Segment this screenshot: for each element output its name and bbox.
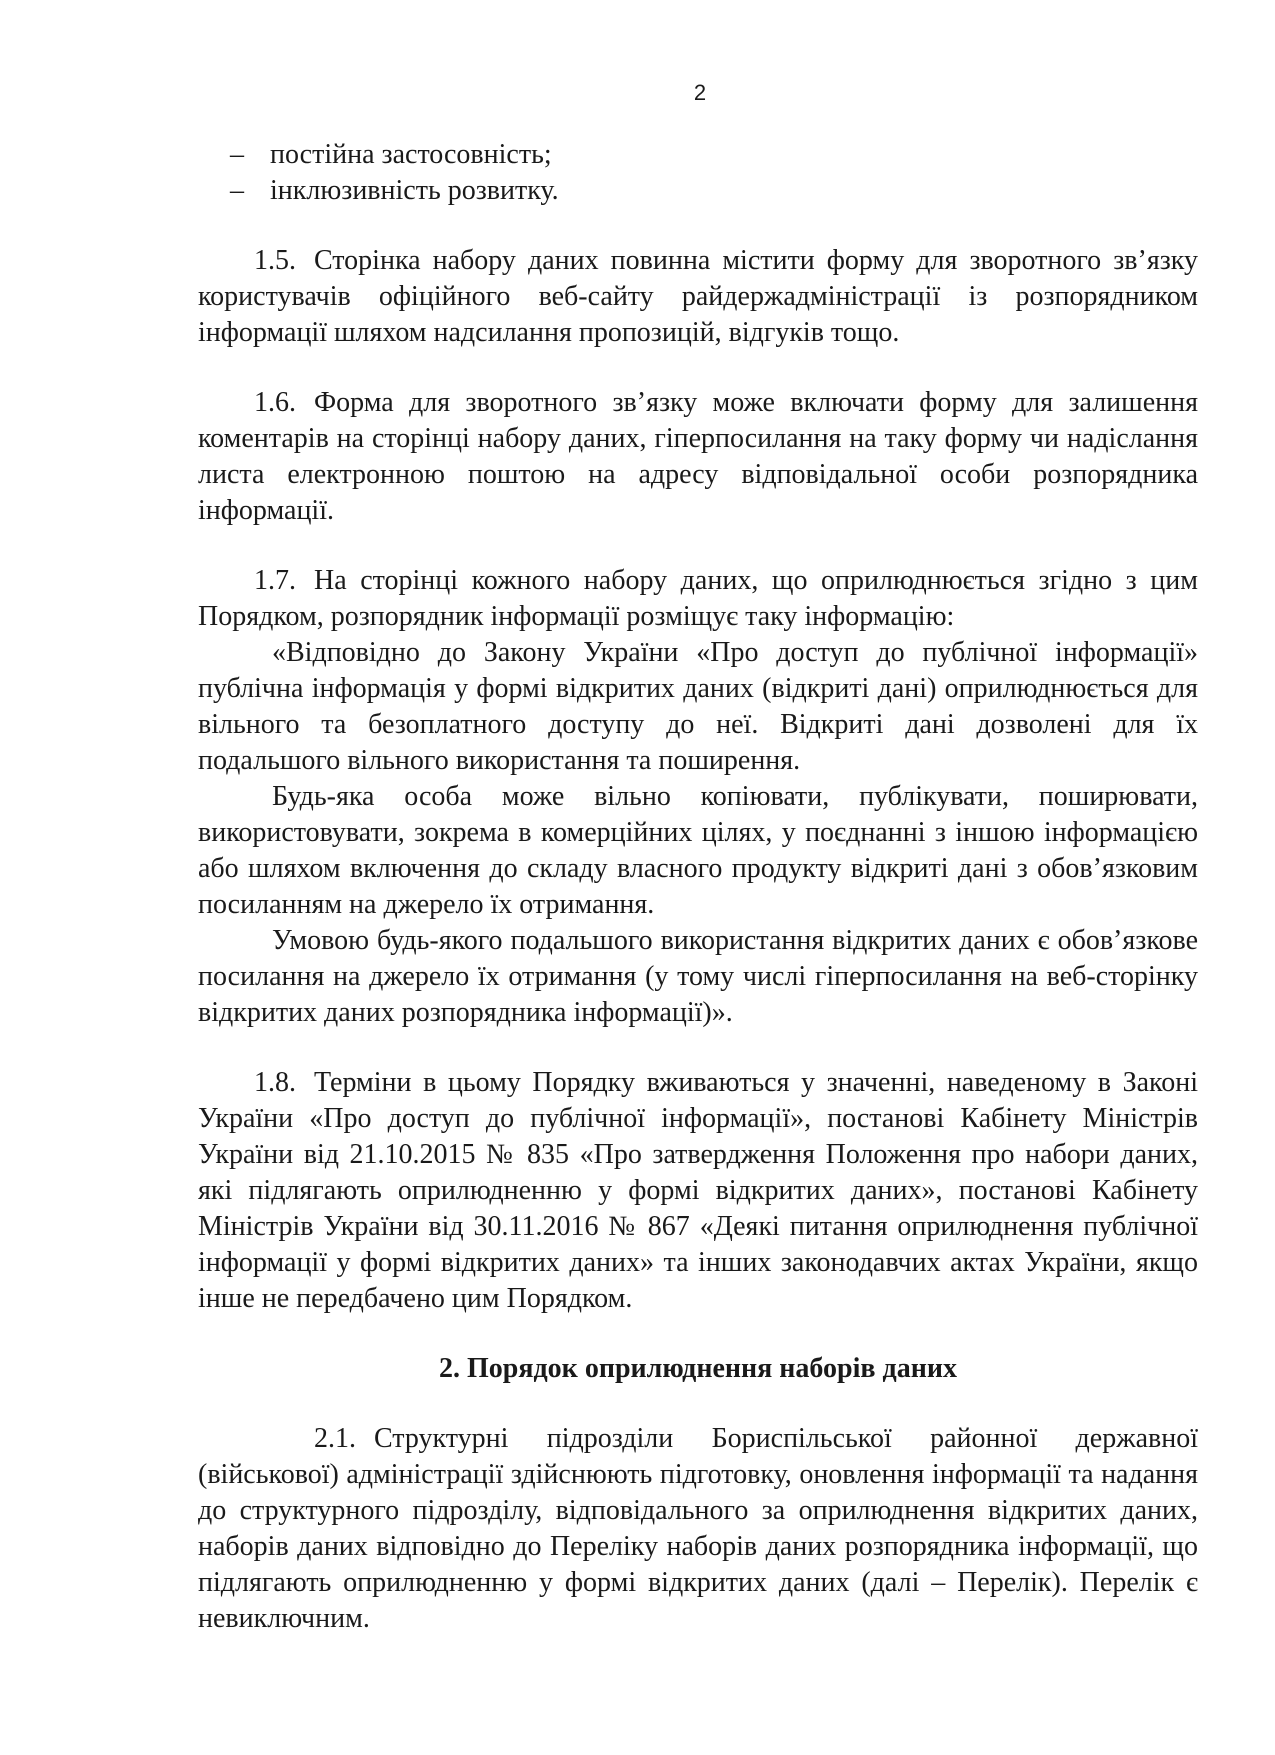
paragraph-number: 1.5.	[254, 245, 296, 276]
paragraph-1-7	[198, 563, 1198, 635]
paragraph-number: 1.7.	[254, 565, 296, 596]
list-item-text: постійна застосовність;	[270, 139, 552, 170]
paragraph-text: Структурні підрозділи Бориспільської районної державної (військової) адміністрації здійснюють підготовку, оновлення інформації та надання до структурного підрозділу, відповідального за оприлюднення відкритих даних, наборів даних відповідно до Переліку наборів даних розпорядника інформації, що підлягають оприлюдненню у формі відкритих даних (далі – Перелік). Перелік є невиключним.	[198, 1423, 1198, 1634]
paragraph-text: На сторінці кожного набору даних, що оприлюднюється згідно з цим Порядком, розпорядник інформації розміщує таку інформацію:	[198, 565, 1198, 632]
paragraph-number: 2.1.	[314, 1423, 356, 1454]
paragraph-1-5	[198, 243, 1198, 351]
paragraph-number: 1.8.	[254, 1067, 296, 1098]
spacer	[198, 1031, 1198, 1065]
list-item-text: інклюзивність розвитку.	[270, 175, 559, 206]
list-dash: –	[230, 175, 244, 206]
paragraph-text: Форма для зворотного зв’язку може включати форму для залишення коментарів на сторінці набору даних, гіперпосилання на таку форму чи надіслання листа електронною поштою на адресу відповідальної особи розпорядника інформації.	[198, 387, 1198, 526]
paragraph-2-1	[198, 1421, 1198, 1637]
list-dash: –	[230, 139, 244, 170]
page-number: 2	[693, 80, 707, 105]
section-heading: 2. Порядок оприлюднення наборів даних	[439, 1353, 957, 1384]
paragraph-text: Терміни в цьому Порядку вживаються у значенні, наведеному в Законі України «Про доступ до публічної інформації», постанові Кабінету Міністрів України від 21.10.2015 № 835 «Про затвердження Положення про набори даних, які підлягають оприлюдненню у формі відкритих даних», постанові Кабінету Міністрів України від 30.11.2016 № 867 «Деякі питання оприлюднення публічної інформації у формі відкритих даних» та інших законодавчих актах України, якщо інше не передбачено цим Порядком.	[198, 1067, 1198, 1314]
spacer	[198, 1387, 1198, 1421]
quote-paragraph: Будь-яка особа може вільно копіювати, публікувати, поширювати, використовувати, зокрема в комерційних цілях, у поєднанні з іншою інформацією або шляхом включення до складу власного продукту відкриті дані з обов’язковим посиланням на джерело їх отримання.	[198, 781, 1198, 920]
spacer	[198, 209, 1198, 243]
spacer	[198, 351, 1198, 385]
spacer	[198, 1317, 1198, 1351]
spacer	[198, 529, 1198, 563]
paragraph-1-8	[198, 1065, 1198, 1317]
quote-paragraph: Умовою будь-якого подальшого використання відкритих даних є обов’язкове посилання на джерело їх отримання (у тому числі гіперпосилання на веб-сторінку відкритих даних розпорядника інформації)».	[198, 925, 1198, 1028]
list-item	[230, 173, 1198, 209]
paragraph-number: 1.6.	[254, 387, 296, 418]
document-body	[198, 137, 1198, 1637]
quote-paragraph: «Відповідно до Закону України «Про доступ до публічної інформації» публічна інформація у формі відкритих даних (відкриті дані) оприлюднюється для вільного та безоплатного доступу до неї. Відкриті дані дозволені для їх подальшого вільного використання та поширення.	[198, 637, 1198, 776]
paragraph-text: Сторінка набору даних повинна містити форму для зворотного зв’язку користувачів офіційного веб-сайту райдержадміністрації із розпорядником інформації шляхом надсилання пропозицій, відгуків тощо.	[198, 245, 1198, 348]
list-item	[230, 137, 1198, 173]
paragraph-1-6	[198, 385, 1198, 529]
